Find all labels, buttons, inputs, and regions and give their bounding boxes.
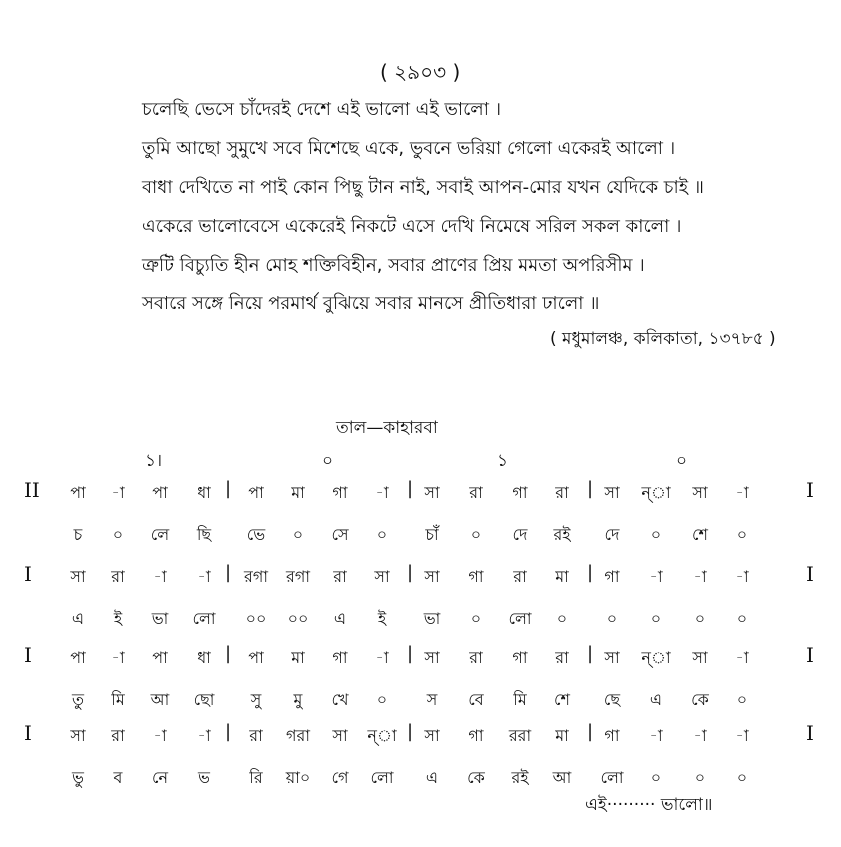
swara-note: মা: [291, 648, 305, 667]
beat-divider: |: [586, 721, 594, 742]
swara-note: মা: [555, 726, 569, 745]
bani-syllable: ছে: [603, 690, 621, 709]
bani-syllable: ছি: [196, 525, 212, 544]
swara-note: রা: [555, 648, 569, 667]
swara-note: সা: [692, 648, 708, 667]
end-bar: I: [806, 721, 814, 745]
bani-syllable: ০: [470, 609, 482, 628]
swara-note: ন্া: [641, 483, 671, 502]
bani-syllable: ০: [736, 768, 748, 787]
bani-row: [0, 687, 841, 717]
swara-row: [0, 723, 841, 753]
swara-note: সা: [424, 648, 440, 667]
swara-note: পা: [248, 648, 264, 667]
swara-note: সা: [332, 726, 348, 745]
bani-syllable: ০: [292, 525, 304, 544]
swara-note: সা: [424, 567, 440, 586]
beat-mark: ১।: [145, 451, 163, 471]
bani-syllable: ভু: [72, 768, 84, 787]
bani-syllable: ভা: [151, 609, 169, 628]
start-bar: I: [24, 721, 32, 745]
swara-note: রগা: [244, 567, 268, 586]
swara-note: গা: [512, 648, 528, 667]
bani-syllable: সে: [331, 525, 349, 544]
bani-syllable: ০: [556, 609, 568, 628]
beat-divider: |: [586, 643, 594, 664]
swara-note: -া: [375, 483, 389, 502]
swara-note: রা: [333, 567, 347, 586]
swara-note: মা: [291, 483, 305, 502]
start-bar: I: [24, 562, 32, 586]
swara-row: [0, 480, 841, 510]
swara-note: -া: [735, 483, 749, 502]
tala-label: তাল—কাহারবা: [336, 418, 438, 438]
swara-note: রা: [469, 648, 483, 667]
swara-note: গা: [332, 483, 348, 502]
bani-syllable: ০: [376, 690, 388, 709]
bani-row: [0, 522, 841, 552]
start-bar: I: [24, 643, 32, 667]
bani-syllable: রই: [553, 525, 571, 544]
swara-row: [0, 564, 841, 594]
beat-divider: |: [406, 478, 414, 499]
bani-syllable: দে: [512, 525, 528, 544]
swara-note: -া: [735, 648, 749, 667]
ending-text: এই········· ভালো॥: [585, 795, 713, 815]
bani-syllable: এ: [333, 609, 347, 628]
song-number: ( ২৯০৩ ): [380, 60, 461, 84]
bani-syllable: চ: [73, 525, 83, 544]
swara-note: ধা: [197, 483, 211, 502]
bani-syllable: ০: [112, 525, 124, 544]
swara-note: ন্া: [641, 648, 671, 667]
bani-syllable: ০০: [245, 609, 267, 628]
beat-divider: |: [406, 721, 414, 742]
swara-note: -া: [649, 726, 663, 745]
swara-note: সা: [70, 567, 86, 586]
swara-note: রগা: [286, 567, 310, 586]
end-bar: I: [806, 643, 814, 667]
swara-note: রা: [111, 726, 125, 745]
bani-syllable: এ: [425, 768, 439, 787]
bani-syllable: ০: [650, 609, 662, 628]
bani-syllable: লো: [370, 768, 394, 787]
swara-note: রা: [555, 483, 569, 502]
bani-syllable: ০০: [287, 609, 309, 628]
bani-syllable: ভে: [246, 525, 266, 544]
bani-syllable: লো: [192, 609, 216, 628]
beat-divider: |: [224, 643, 232, 664]
bani-syllable: ০: [736, 609, 748, 628]
bani-syllable: কে: [691, 690, 709, 709]
bani-syllable: স: [426, 690, 438, 709]
swara-note: -া: [693, 567, 707, 586]
start-bar: II: [24, 478, 40, 502]
bani-syllable: রই: [511, 768, 529, 787]
beat-divider: |: [406, 643, 414, 664]
bani-syllable: দে: [604, 525, 620, 544]
swara-note: পা: [152, 483, 168, 502]
bani-row: [0, 606, 841, 636]
bani-syllable: মি: [513, 690, 527, 709]
swara-note: গা: [468, 726, 484, 745]
bani-syllable: ব: [113, 768, 123, 787]
swara-note: পা: [70, 483, 86, 502]
swara-note: পা: [152, 648, 168, 667]
swara-note: গা: [332, 648, 348, 667]
beat-divider: |: [224, 721, 232, 742]
swara-note: সা: [374, 567, 390, 586]
swara-note: গা: [468, 567, 484, 586]
lyric-line: একেরে ভালোবেসে একেরেই নিকটে এসে দেখি নিমেষে সরিল সকল কালো ।: [142, 216, 682, 237]
lyric-line: বাধা দেখিতে না পাই কোন পিছু টান নাই, সবাই আপন-মোর যখন যেদিকে চাই ॥: [142, 177, 704, 198]
bani-row: [0, 765, 841, 795]
swara-note: রা: [469, 483, 483, 502]
bani-syllable: শে: [554, 690, 570, 709]
beat-divider: |: [224, 562, 232, 583]
swara-note: সা: [692, 483, 708, 502]
bani-syllable: ০: [694, 768, 706, 787]
bani-syllable: কে: [467, 768, 485, 787]
swara-note: সা: [424, 726, 440, 745]
lyric-line: তুমি আছো সুমুখে সবে মিশেছে একে, ভুবনে ভরিয়া গেলো একেরই আলো ।: [142, 138, 676, 159]
swara-note: -া: [649, 567, 663, 586]
bani-syllable: ভ: [198, 768, 210, 787]
bani-syllable: ০: [376, 525, 388, 544]
beat-mark: ০: [322, 451, 334, 471]
beat-divider: |: [586, 478, 594, 499]
bani-syllable: রি: [249, 768, 263, 787]
bani-syllable: লো: [508, 609, 532, 628]
lyric-line: ত্রুটি বিচ্যুতি হীন মোহ শক্তিবিহীন, সবার প্রাণের প্রিয় মমতা অপরিসীম ।: [142, 255, 645, 276]
bani-syllable: লো: [600, 768, 624, 787]
bani-syllable: মু: [293, 690, 303, 709]
bani-syllable: খে: [331, 690, 349, 709]
swara-note: -া: [111, 483, 125, 502]
swara-note: -া: [153, 567, 167, 586]
swara-note: -া: [735, 726, 749, 745]
bani-syllable: ০: [470, 525, 482, 544]
beat-mark: ০: [676, 451, 688, 471]
end-bar: I: [806, 562, 814, 586]
lyric-line: চলেছি ভেসে চাঁদেরই দেশে এই ভালো এই ভালো ।: [142, 99, 502, 120]
swara-note: -া: [375, 648, 389, 667]
beat-divider: |: [586, 562, 594, 583]
bani-syllable: ০: [650, 768, 662, 787]
swara-note: -া: [153, 726, 167, 745]
bani-syllable: তু: [71, 690, 85, 709]
swara-note: পা: [70, 648, 86, 667]
swara-note: সা: [604, 483, 620, 502]
bani-syllable: ০: [736, 525, 748, 544]
bani-syllable: বে: [468, 690, 484, 709]
swara-note: রা: [249, 726, 263, 745]
bani-syllable: ০: [606, 609, 618, 628]
bani-syllable: চাঁ: [425, 525, 439, 544]
swara-note: -া: [735, 567, 749, 586]
bani-syllable: ০: [736, 690, 748, 709]
bani-syllable: ০: [694, 609, 706, 628]
swara-note: গরা: [286, 726, 310, 745]
bani-syllable: নে: [151, 768, 169, 787]
swara-note: পা: [248, 483, 264, 502]
swara-note: -া: [693, 726, 707, 745]
bani-syllable: আ: [552, 768, 572, 787]
bani-syllable: ভা: [423, 609, 441, 628]
bani-syllable: এ: [71, 609, 85, 628]
swara-note: ররা: [508, 726, 532, 745]
bani-syllable: মি: [111, 690, 125, 709]
swara-note: -া: [197, 567, 211, 586]
bani-syllable: সু: [250, 690, 262, 709]
beat-mark: ১: [497, 451, 509, 471]
bani-syllable: আ: [150, 690, 170, 709]
bani-syllable: ছো: [193, 690, 215, 709]
bani-syllable: শে: [692, 525, 708, 544]
swara-row: [0, 645, 841, 675]
swara-note: সা: [424, 483, 440, 502]
bani-syllable: ই: [377, 609, 387, 628]
swara-note: ধা: [197, 648, 211, 667]
swara-note: সা: [604, 648, 620, 667]
swara-note: গা: [604, 726, 620, 745]
bani-syllable: ই: [113, 609, 123, 628]
swara-note: রা: [111, 567, 125, 586]
swara-note: মা: [555, 567, 569, 586]
bani-syllable: য়া০: [285, 768, 311, 787]
lyric-line: সবারে সঙ্গে নিয়ে পরমার্থ বুঝিয়ে সবার মানসে প্রীতিধারা ঢালো ॥: [142, 293, 600, 314]
swara-note: গা: [604, 567, 620, 586]
swara-note: ন্া: [367, 726, 397, 745]
bani-syllable: এ: [649, 690, 663, 709]
end-bar: I: [806, 478, 814, 502]
beat-divider: |: [224, 478, 232, 499]
bani-syllable: ০: [650, 525, 662, 544]
bani-syllable: লে: [150, 525, 170, 544]
citation: ( মধুমালঞ্চ, কলিকাতা, ১৩৭৮৫ ): [550, 329, 776, 349]
swara-note: -া: [111, 648, 125, 667]
swara-note: গা: [512, 483, 528, 502]
swara-note: -া: [197, 726, 211, 745]
swara-note: সা: [70, 726, 86, 745]
bani-syllable: গে: [331, 768, 349, 787]
beat-divider: |: [406, 562, 414, 583]
swara-note: রা: [513, 567, 527, 586]
